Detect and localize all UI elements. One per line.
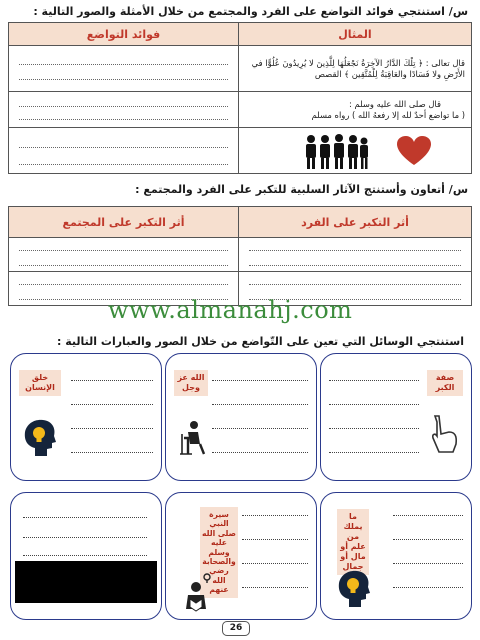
question-1 — [33, 5, 468, 18]
question-1-text: استنتجي فوائد التواضع على الفرد والمجتمع من خلال الأمثلة والصور التالية : — [33, 5, 445, 18]
question-2 — [135, 183, 468, 196]
thinking-person-icon — [178, 420, 208, 456]
card-label: خلق الإنسان — [19, 370, 61, 396]
hadith-text: ( ما تواضع أحدٌ لله إلا رفعهُ الله ) رواه مسلم — [311, 109, 465, 120]
redacted-block — [15, 561, 157, 603]
benefit-cell-3[interactable] — [9, 128, 239, 174]
hadith-quote — [239, 92, 472, 128]
card-human-creation — [10, 353, 162, 481]
society-cell-1[interactable] — [9, 238, 239, 272]
card-label: سيرة النبي صلى الله عليه وسلم والصحابة رضي الله عنهم — [200, 507, 238, 598]
card-prophet-biography — [165, 492, 317, 620]
col-benefits-header: فوائد التواضع — [9, 23, 239, 46]
heart-icon — [397, 136, 431, 166]
images-cell — [239, 128, 472, 174]
individual-cell-1[interactable] — [239, 238, 472, 272]
question-2-text: أتعاون وأستنتج الآثار السلبية للتكبر على الفرد والمجتمع : — [135, 183, 445, 196]
head-lightbulb-icon — [21, 418, 57, 458]
benefit-cell-1[interactable] — [9, 46, 239, 92]
card-allah — [165, 353, 317, 481]
quran-quote: قال تعالى : ﴿ تِلْكَ الدَّارُ الآخِرَةُ نَجْعَلُهَا لِلَّذِينَ لا يُرِيدُونَ عُلُوًّا في الأَرْضِ ولا فَسَادًا والعَاقِبَةُ لِلْمُتَّقِين ﴾ القصص — [239, 46, 472, 92]
question-1-prefix: س/ — [448, 5, 468, 18]
card-possessions — [320, 492, 472, 620]
benefit-cell-2[interactable] — [9, 92, 239, 128]
card-label: صفة الكبر — [427, 370, 463, 396]
col-society-header: أثر التكبر على المجتمع — [9, 207, 239, 238]
card-label: ما يملك من علم أو مال أو جمال — [337, 509, 369, 575]
question-3 — [57, 335, 464, 348]
card-arrogance — [320, 353, 472, 481]
benefits-table — [8, 22, 472, 174]
watermark: www.almanahj.com — [108, 296, 353, 324]
question-2-prefix: س/ — [448, 183, 468, 196]
col-example-header: المثال — [239, 23, 472, 46]
reading-person-icon — [182, 573, 216, 613]
people-group-icon — [303, 134, 369, 170]
card-label: الله عز وجل — [174, 370, 208, 396]
head-lightbulb-icon — [335, 569, 371, 609]
card-blank — [10, 492, 162, 620]
page-number: 26 — [222, 621, 250, 636]
hand-pointing-icon — [429, 414, 461, 454]
question-3-text: استنتجي الوسائل التي تعين على التّواضع من خلال الصور والعبارات التالية : — [57, 335, 464, 348]
arrogance-table — [8, 206, 472, 306]
col-individual-header: أثر التكبر على الفرد — [239, 207, 472, 238]
hadith-intro: قال صلى الله عليه وسلم : — [349, 98, 441, 109]
